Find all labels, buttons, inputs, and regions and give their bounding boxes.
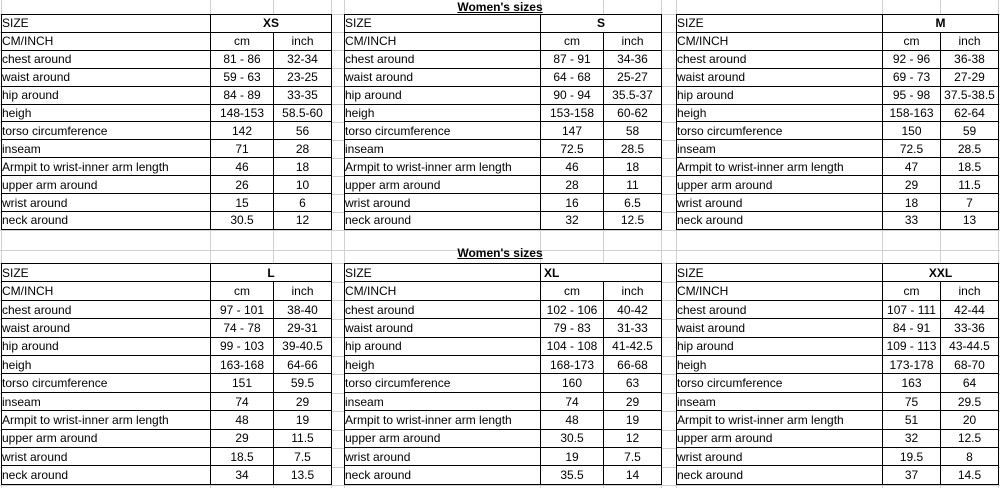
measurement-label-cell: neck around bbox=[677, 466, 883, 485]
inch-value-cell: 6 bbox=[274, 194, 332, 212]
measurement-label-cell: neck around bbox=[345, 211, 541, 229]
cm-value-cell: 153-158 bbox=[541, 104, 604, 122]
cm-value-cell: 16 bbox=[541, 194, 604, 212]
cm-value-cell: 72.5 bbox=[541, 140, 604, 158]
measurement-label-cell: chest around bbox=[677, 50, 883, 68]
table-row bbox=[677, 68, 999, 86]
table-row bbox=[345, 319, 662, 337]
cm-value-cell: 79 - 83 bbox=[541, 319, 604, 337]
inch-value-cell: 12.5 bbox=[604, 211, 662, 229]
inch-value-cell: 28 bbox=[274, 140, 332, 158]
inch-value-cell: 27-29 bbox=[941, 68, 999, 86]
inch-value-cell: 13 bbox=[941, 211, 999, 229]
measurement-label-cell: hip around bbox=[2, 337, 211, 355]
size-row-label-cell: SIZE bbox=[677, 15, 883, 33]
inch-value-cell: 59 bbox=[941, 122, 999, 140]
cm-value-cell: 99 - 103 bbox=[211, 337, 274, 355]
inch-value-cell: 29 bbox=[604, 392, 662, 410]
unit-header-inch-cell: inch bbox=[604, 32, 662, 50]
unit-row-label-cell: CM/INCH bbox=[2, 32, 211, 50]
cm-value-cell: 163-168 bbox=[211, 356, 274, 374]
table-row bbox=[2, 158, 332, 176]
table-row bbox=[2, 466, 332, 485]
inch-value-cell: 20 bbox=[941, 411, 999, 429]
size-row-label-cell: SIZE bbox=[2, 15, 211, 33]
cm-value-cell: 104 - 108 bbox=[541, 337, 604, 355]
table-row bbox=[2, 15, 332, 33]
measurement-label-cell: torso circumference bbox=[345, 374, 541, 392]
table-row bbox=[2, 211, 332, 229]
measurement-label-cell: inseam bbox=[2, 392, 211, 410]
inch-value-cell: 18 bbox=[604, 158, 662, 176]
inch-value-cell: 56 bbox=[274, 122, 332, 140]
inch-value-cell: 29 bbox=[274, 392, 332, 410]
table-row bbox=[677, 50, 999, 68]
unit-header-cm-cell: cm bbox=[211, 282, 274, 300]
inch-value-cell: 39-40.5 bbox=[274, 337, 332, 355]
measurement-label-cell: waist around bbox=[345, 319, 541, 337]
cm-value-cell: 30.5 bbox=[211, 211, 274, 229]
cm-value-cell: 74 bbox=[211, 392, 274, 410]
table-row bbox=[677, 356, 999, 374]
measurement-label-cell: chest around bbox=[345, 300, 541, 318]
table-row bbox=[677, 319, 999, 337]
inch-value-cell: 14.5 bbox=[941, 466, 999, 485]
inch-value-cell: 18 bbox=[274, 158, 332, 176]
table-row bbox=[677, 264, 999, 282]
inch-value-cell: 59.5 bbox=[274, 374, 332, 392]
unit-header-cm-cell: cm bbox=[541, 282, 604, 300]
inch-value-cell: 29-31 bbox=[274, 319, 332, 337]
cm-value-cell: 71 bbox=[211, 140, 274, 158]
measurement-label-cell: hip around bbox=[345, 337, 541, 355]
inch-value-cell: 11.5 bbox=[941, 176, 999, 194]
inch-value-cell: 36-38 bbox=[941, 50, 999, 68]
measurement-label-cell: Armpit to wrist-inner arm length bbox=[677, 411, 883, 429]
inch-value-cell: 58.5-60 bbox=[274, 104, 332, 122]
cm-value-cell: 69 - 73 bbox=[883, 68, 941, 86]
measurement-label-cell: hip around bbox=[345, 86, 541, 104]
table-row bbox=[345, 282, 662, 300]
table-row bbox=[677, 211, 999, 229]
inch-value-cell: 7.5 bbox=[274, 448, 332, 466]
table-row bbox=[677, 337, 999, 355]
measurement-label-cell: wrist around bbox=[2, 194, 211, 212]
measurement-label-cell: neck around bbox=[2, 211, 211, 229]
measurement-label-cell: upper arm around bbox=[2, 429, 211, 447]
table-row bbox=[345, 158, 662, 176]
measurement-label-cell: upper arm around bbox=[677, 429, 883, 447]
cm-value-cell: 160 bbox=[541, 374, 604, 392]
inch-value-cell: 19 bbox=[274, 411, 332, 429]
unit-header-inch-cell: inch bbox=[274, 32, 332, 50]
measurement-label-cell: heigh bbox=[677, 356, 883, 374]
measurement-label-cell: heigh bbox=[2, 356, 211, 374]
cm-value-cell: 90 - 94 bbox=[541, 86, 604, 104]
inch-value-cell: 64 bbox=[941, 374, 999, 392]
table-row bbox=[677, 15, 999, 33]
cm-value-cell: 33 bbox=[883, 211, 941, 229]
table-row bbox=[345, 448, 662, 466]
measurement-label-cell: Armpit to wrist-inner arm length bbox=[345, 411, 541, 429]
measurement-label-cell: inseam bbox=[677, 140, 883, 158]
measurement-label-cell: waist around bbox=[677, 319, 883, 337]
cm-value-cell: 168-173 bbox=[541, 356, 604, 374]
table-row bbox=[677, 140, 999, 158]
size-header-cell: XS bbox=[211, 15, 332, 33]
unit-header-inch-cell: inch bbox=[941, 282, 999, 300]
inch-value-cell: 7 bbox=[941, 194, 999, 212]
size-row-label-cell: SIZE bbox=[677, 264, 883, 282]
table-row bbox=[2, 32, 332, 50]
measurement-label-cell: upper arm around bbox=[2, 176, 211, 194]
table-row bbox=[677, 176, 999, 194]
size-row-label-cell: SIZE bbox=[345, 264, 541, 282]
inch-value-cell: 19 bbox=[604, 411, 662, 429]
table-row bbox=[345, 392, 662, 410]
table-row bbox=[2, 337, 332, 355]
table-row bbox=[2, 104, 332, 122]
measurement-label-cell: wrist around bbox=[677, 448, 883, 466]
table-row bbox=[2, 429, 332, 447]
inch-value-cell: 7.5 bbox=[604, 448, 662, 466]
unit-header-cm-cell: cm bbox=[883, 282, 941, 300]
measurement-label-cell: heigh bbox=[2, 104, 211, 122]
measurement-label-cell: Armpit to wrist-inner arm length bbox=[345, 158, 541, 176]
cm-value-cell: 18 bbox=[883, 194, 941, 212]
inch-value-cell: 35.5-37 bbox=[604, 86, 662, 104]
cm-value-cell: 148-153 bbox=[211, 104, 274, 122]
inch-value-cell: 43-44.5 bbox=[941, 337, 999, 355]
inch-value-cell: 41-42.5 bbox=[604, 337, 662, 355]
size-table-m bbox=[676, 14, 999, 230]
table-row bbox=[2, 300, 332, 318]
cm-value-cell: 158-163 bbox=[883, 104, 941, 122]
unit-row-label-cell: CM/INCH bbox=[345, 32, 541, 50]
table-row bbox=[345, 194, 662, 212]
inch-value-cell: 37.5-38.5 bbox=[941, 86, 999, 104]
table-row bbox=[677, 448, 999, 466]
inch-value-cell: 12 bbox=[604, 429, 662, 447]
table-row bbox=[2, 86, 332, 104]
inch-value-cell: 42-44 bbox=[941, 300, 999, 318]
cm-value-cell: 163 bbox=[883, 374, 941, 392]
table-row bbox=[2, 122, 332, 140]
table-row bbox=[345, 32, 662, 50]
inch-value-cell: 32-34 bbox=[274, 50, 332, 68]
cm-value-cell: 37 bbox=[883, 466, 941, 485]
measurement-label-cell: torso circumference bbox=[2, 122, 211, 140]
gridline-h bbox=[0, 485, 1000, 486]
cm-value-cell: 46 bbox=[541, 158, 604, 176]
table-row bbox=[2, 392, 332, 410]
inch-value-cell: 63 bbox=[604, 374, 662, 392]
measurement-label-cell: wrist around bbox=[345, 194, 541, 212]
cm-value-cell: 47 bbox=[883, 158, 941, 176]
measurement-label-cell: neck around bbox=[677, 211, 883, 229]
table-row bbox=[677, 411, 999, 429]
unit-row-label-cell: CM/INCH bbox=[345, 282, 541, 300]
inch-value-cell: 64-66 bbox=[274, 356, 332, 374]
cm-value-cell: 150 bbox=[883, 122, 941, 140]
size-header-cell: M bbox=[883, 15, 999, 33]
table-row bbox=[2, 319, 332, 337]
table-row bbox=[677, 32, 999, 50]
inch-value-cell: 68-70 bbox=[941, 356, 999, 374]
table-row bbox=[2, 140, 332, 158]
table-row bbox=[2, 411, 332, 429]
measurement-label-cell: upper arm around bbox=[345, 176, 541, 194]
measurement-label-cell: upper arm around bbox=[677, 176, 883, 194]
cm-value-cell: 48 bbox=[211, 411, 274, 429]
unit-header-inch-cell: inch bbox=[941, 32, 999, 50]
table-row bbox=[345, 86, 662, 104]
measurement-label-cell: upper arm around bbox=[345, 429, 541, 447]
table-row bbox=[677, 158, 999, 176]
cm-value-cell: 87 - 91 bbox=[541, 50, 604, 68]
measurement-label-cell: heigh bbox=[345, 104, 541, 122]
cm-value-cell: 102 - 106 bbox=[541, 300, 604, 318]
unit-header-inch-cell: inch bbox=[274, 282, 332, 300]
measurement-label-cell: chest around bbox=[677, 300, 883, 318]
table-row bbox=[2, 282, 332, 300]
measurement-label-cell: torso circumference bbox=[677, 122, 883, 140]
table-row bbox=[345, 337, 662, 355]
measurement-label-cell: torso circumference bbox=[677, 374, 883, 392]
table-row bbox=[2, 50, 332, 68]
inch-value-cell: 40-42 bbox=[604, 300, 662, 318]
cm-value-cell: 19.5 bbox=[883, 448, 941, 466]
table-row bbox=[345, 15, 662, 33]
cm-value-cell: 173-178 bbox=[883, 356, 941, 374]
cm-value-cell: 147 bbox=[541, 122, 604, 140]
table-row bbox=[2, 194, 332, 212]
inch-value-cell: 8 bbox=[941, 448, 999, 466]
cm-value-cell: 81 - 86 bbox=[211, 50, 274, 68]
size-table-xs bbox=[1, 14, 332, 230]
measurement-label-cell: inseam bbox=[345, 392, 541, 410]
cm-value-cell: 48 bbox=[541, 411, 604, 429]
cm-value-cell: 18.5 bbox=[211, 448, 274, 466]
table-row bbox=[345, 68, 662, 86]
table-row bbox=[345, 429, 662, 447]
inch-value-cell: 11 bbox=[604, 176, 662, 194]
table-row bbox=[345, 466, 662, 485]
table-row bbox=[677, 300, 999, 318]
inch-value-cell: 23-25 bbox=[274, 68, 332, 86]
table-row bbox=[2, 68, 332, 86]
measurement-label-cell: torso circumference bbox=[345, 122, 541, 140]
table-row bbox=[345, 140, 662, 158]
cm-value-cell: 92 - 96 bbox=[883, 50, 941, 68]
inch-value-cell: 31-33 bbox=[604, 319, 662, 337]
cm-value-cell: 51 bbox=[883, 411, 941, 429]
inch-value-cell: 14 bbox=[604, 466, 662, 485]
measurement-label-cell: inseam bbox=[2, 140, 211, 158]
table-row bbox=[677, 104, 999, 122]
measurement-label-cell: neck around bbox=[345, 466, 541, 485]
size-table-l bbox=[1, 263, 332, 485]
measurement-label-cell: wrist around bbox=[677, 194, 883, 212]
cm-value-cell: 26 bbox=[211, 176, 274, 194]
unit-row-label-cell: CM/INCH bbox=[2, 282, 211, 300]
inch-value-cell: 18.5 bbox=[941, 158, 999, 176]
inch-value-cell: 11.5 bbox=[274, 429, 332, 447]
measurement-label-cell: hip around bbox=[677, 337, 883, 355]
table-row bbox=[2, 448, 332, 466]
inch-value-cell: 28.5 bbox=[604, 140, 662, 158]
cm-value-cell: 32 bbox=[541, 211, 604, 229]
inch-value-cell: 10 bbox=[274, 176, 332, 194]
table-row bbox=[345, 356, 662, 374]
section-title-top: Women's sizes bbox=[457, 0, 543, 14]
measurement-label-cell: hip around bbox=[677, 86, 883, 104]
inch-value-cell: 29.5 bbox=[941, 392, 999, 410]
table-row bbox=[677, 282, 999, 300]
table-row bbox=[345, 176, 662, 194]
unit-header-cm-cell: cm bbox=[541, 32, 604, 50]
measurement-label-cell: wrist around bbox=[2, 448, 211, 466]
cm-value-cell: 142 bbox=[211, 122, 274, 140]
size-table-xxl bbox=[676, 263, 999, 485]
table-row bbox=[345, 50, 662, 68]
unit-header-inch-cell: inch bbox=[604, 282, 662, 300]
inch-value-cell: 25-27 bbox=[604, 68, 662, 86]
table-row bbox=[677, 374, 999, 392]
size-table-s bbox=[344, 14, 662, 230]
inch-value-cell: 12 bbox=[274, 211, 332, 229]
size-header-cell: S bbox=[541, 15, 662, 33]
measurement-label-cell: torso circumference bbox=[2, 374, 211, 392]
inch-value-cell: 66-68 bbox=[604, 356, 662, 374]
cm-value-cell: 15 bbox=[211, 194, 274, 212]
cm-value-cell: 72.5 bbox=[883, 140, 941, 158]
measurement-label-cell: neck around bbox=[2, 466, 211, 485]
unit-header-cm-cell: cm bbox=[883, 32, 941, 50]
unit-row-label-cell: CM/INCH bbox=[677, 282, 883, 300]
table-row bbox=[345, 122, 662, 140]
inch-value-cell: 28.5 bbox=[941, 140, 999, 158]
measurement-label-cell: hip around bbox=[2, 86, 211, 104]
size-row-label-cell: SIZE bbox=[2, 264, 211, 282]
cm-value-cell: 75 bbox=[883, 392, 941, 410]
cm-value-cell: 84 - 89 bbox=[211, 86, 274, 104]
table-row bbox=[677, 122, 999, 140]
inch-value-cell: 13.5 bbox=[274, 466, 332, 485]
inch-value-cell: 34-36 bbox=[604, 50, 662, 68]
unit-header-cm-cell: cm bbox=[211, 32, 274, 50]
measurement-label-cell: waist around bbox=[2, 68, 211, 86]
cm-value-cell: 74 - 78 bbox=[211, 319, 274, 337]
cm-value-cell: 97 - 101 bbox=[211, 300, 274, 318]
cm-value-cell: 64 - 68 bbox=[541, 68, 604, 86]
measurement-label-cell: heigh bbox=[677, 104, 883, 122]
measurement-label-cell: heigh bbox=[345, 356, 541, 374]
table-row bbox=[2, 264, 332, 282]
table-row bbox=[677, 86, 999, 104]
inch-value-cell: 38-40 bbox=[274, 300, 332, 318]
measurement-label-cell: chest around bbox=[345, 50, 541, 68]
cm-value-cell: 19 bbox=[541, 448, 604, 466]
inch-value-cell: 62-64 bbox=[941, 104, 999, 122]
table-row bbox=[677, 194, 999, 212]
measurement-label-cell: chest around bbox=[2, 50, 211, 68]
section-title-bottom: Women's sizes bbox=[457, 246, 543, 260]
table-row bbox=[345, 300, 662, 318]
table-row bbox=[677, 466, 999, 485]
table-row bbox=[345, 411, 662, 429]
cm-value-cell: 32 bbox=[883, 429, 941, 447]
measurement-label-cell: waist around bbox=[2, 319, 211, 337]
inch-value-cell: 33-36 bbox=[941, 319, 999, 337]
measurement-label-cell: Armpit to wrist-inner arm length bbox=[2, 158, 211, 176]
size-header-cell: XL bbox=[541, 264, 662, 282]
cm-value-cell: 29 bbox=[211, 429, 274, 447]
measurement-label-cell: Armpit to wrist-inner arm length bbox=[2, 411, 211, 429]
measurement-label-cell: Armpit to wrist-inner arm length bbox=[677, 158, 883, 176]
size-row-label-cell: SIZE bbox=[345, 15, 541, 33]
size-header-cell: L bbox=[211, 264, 332, 282]
inch-value-cell: 60-62 bbox=[604, 104, 662, 122]
cm-value-cell: 29 bbox=[883, 176, 941, 194]
measurement-label-cell: inseam bbox=[677, 392, 883, 410]
size-table-xl bbox=[344, 263, 662, 485]
unit-row-label-cell: CM/INCH bbox=[677, 32, 883, 50]
table-row bbox=[345, 104, 662, 122]
measurement-label-cell: waist around bbox=[345, 68, 541, 86]
table-row bbox=[345, 264, 662, 282]
table-row bbox=[345, 211, 662, 229]
cm-value-cell: 34 bbox=[211, 466, 274, 485]
table-row bbox=[2, 374, 332, 392]
measurement-label-cell: inseam bbox=[345, 140, 541, 158]
measurement-label-cell: wrist around bbox=[345, 448, 541, 466]
cm-value-cell: 46 bbox=[211, 158, 274, 176]
inch-value-cell: 33-35 bbox=[274, 86, 332, 104]
table-row bbox=[2, 356, 332, 374]
measurement-label-cell: waist around bbox=[677, 68, 883, 86]
table-row bbox=[345, 374, 662, 392]
cm-value-cell: 74 bbox=[541, 392, 604, 410]
cm-value-cell: 30.5 bbox=[541, 429, 604, 447]
cm-value-cell: 107 - 111 bbox=[883, 300, 941, 318]
table-row bbox=[677, 392, 999, 410]
size-header-cell: XXL bbox=[883, 264, 999, 282]
cm-value-cell: 35.5 bbox=[541, 466, 604, 485]
cm-value-cell: 109 - 113 bbox=[883, 337, 941, 355]
cm-value-cell: 95 - 98 bbox=[883, 86, 941, 104]
table-row bbox=[2, 176, 332, 194]
inch-value-cell: 58 bbox=[604, 122, 662, 140]
gridline-h bbox=[0, 230, 1000, 231]
inch-value-cell: 12.5 bbox=[941, 429, 999, 447]
cm-value-cell: 28 bbox=[541, 176, 604, 194]
cm-value-cell: 84 - 91 bbox=[883, 319, 941, 337]
cm-value-cell: 151 bbox=[211, 374, 274, 392]
cm-value-cell: 59 - 63 bbox=[211, 68, 274, 86]
measurement-label-cell: chest around bbox=[2, 300, 211, 318]
inch-value-cell: 6.5 bbox=[604, 194, 662, 212]
table-row bbox=[677, 429, 999, 447]
